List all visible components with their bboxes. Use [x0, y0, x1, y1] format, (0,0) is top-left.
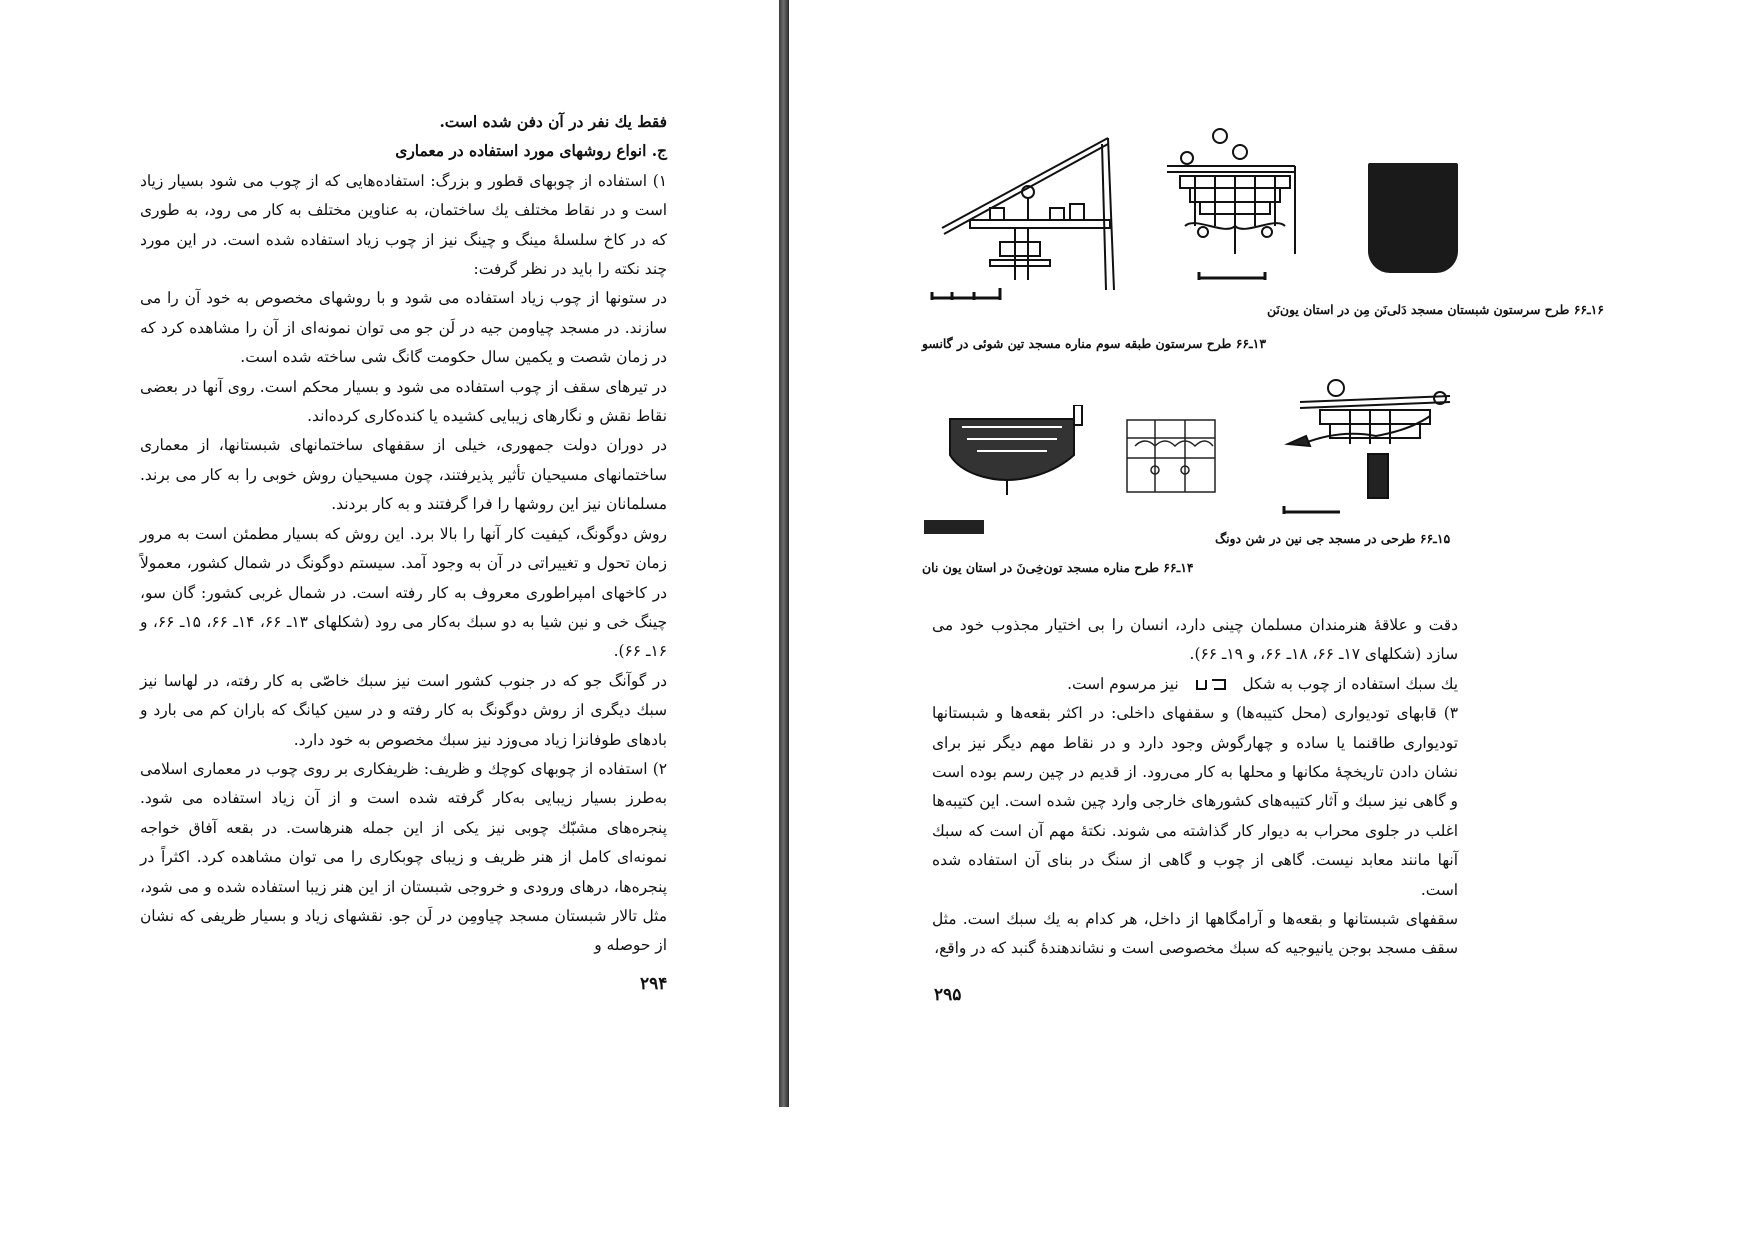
page-number: ۲۹۴ — [640, 974, 668, 994]
paragraph: ۱) استفاده از چوبهای قطور و بزرگ: استفاده‌هایی که از چوب می شود بسیار زیاد است و در نقاط مختلف يك ساختمان، به عناوین مختلف به کار می رود، به طوری که در کاخ سلسلهٔ مینگ و چینگ نیز از چوب زیاد استفاده شده است. در این مورد چند نکته را باید در نظر گرفت: — [140, 171, 667, 279]
book-spine — [779, 0, 789, 1107]
section-heading: ج. انواع روشهای مورد استفاده در معماری — [395, 142, 667, 161]
capital-photo — [1368, 163, 1458, 273]
shape-line-before: يك سبك استفاده از چوب به شكل — [1242, 674, 1458, 693]
paragraph: روش دوگونگ، کیفیت کار آنها را بالا برد. این روش که بسیار مطمئن است به مرور زمان تحول و تغییراتی در آن به وجود آمد. سیستم دوگونگ در شمال کشور، معمولاً در کاخهای امپراطوری معروف به کار رفته است. در شمال غربی کشور: گان سو، چینگ خی و نین شیا به دو سبك به‌کار می رود (شکلهای ۱۳ـ ۶۶، ۱۴ـ ۶۶، ۱۵ـ ۶۶، و ۱۶ـ ۶۶). — [140, 524, 667, 661]
bracket-shape-icon — [1194, 677, 1228, 692]
paragraph: در تیرهای سقف از چوب استفاده می شود و بسیار محکم است. روی آنها در بعضی نقاط نقش و نگارهای زیبایی کشیده یا کنده‌کاری کرده‌اند. — [140, 377, 667, 426]
lattice-elevation-drawing — [1125, 418, 1217, 498]
figure-caption-15: ۱۵ـ۶۶ طرحی در مسجد جی نین در شن دونگ — [1215, 531, 1451, 546]
shape-line-after: نیز مرسوم است. — [1067, 674, 1179, 693]
figure-caption-16: ۱۶ـ۶۶ طرح سرستون شبستان مسجد دَلی‌نَن مِن در استان یون‌نَن — [1267, 302, 1604, 317]
minaret-bracket-drawing — [922, 405, 1087, 540]
roof-bracket-drawing — [930, 130, 1125, 310]
paragraph: در گوآنگ جو که در جنوب کشور است نیز سبك خاصّی به کار رفته، در لهاسا نیز سبك دیگری از روش دوگونگ به کار رفته و در سین کیانگ که باران کم می بارد و بادهای طوفانزا زیاد می‌وزد نیز سبك مخصوص به خود دارد. — [140, 671, 667, 749]
column-capital-drawing — [1165, 126, 1305, 286]
paragraph: فقط يك نفر در آن دفن شده است. — [439, 113, 667, 131]
page-number: ۲۹۵ — [934, 985, 962, 1005]
paragraph: در دوران دولت جمهوری، خیلی از سقفهای ساختمانهای شبستانها، از معماری ساختمانهای مسیحیان تأثیر پذیرفتند، چون مسیحیان روش خوبی را به کار می برند. مسلمانان نیز این روشها را فرا گرفتند و به کار بردند. — [140, 436, 667, 514]
right-page-text — [932, 611, 1458, 964]
paragraph: دقت و علاقهٔ هنرمندان مسلمان چینی دارد، انسان را بی اختیار مجذوب خود می سازد (شکلهای ۱۷ـ ۶۶، ۱۸ـ ۶۶، و ۱۹ـ ۶۶). — [932, 616, 1458, 664]
paragraph-with-shape — [932, 670, 1458, 699]
paragraph: سقفهای شبستانها و بقعه‌ها و آرامگاهها از داخل، هر کدام به يك سبك است. مثل سقف مسجد بوجن یانیوجیه که سبك مخصوصی است و نشاندهندهٔ گنبد که در واقع، — [932, 910, 1458, 958]
paragraph: ۲) استفاده از چوبهای کوچك و ظریف: ظریفکاری بر روی چوب در معماری اسلامی به‌طرز بسیار زیبایی به‌کار گرفته شده است و از آن زیاد استفاده می شود. پنجره‌های مشبّك چوبی نیز یکی از این جمله هنرهاست. در بقعه آفاق خواجه نمونه‌ای کامل از هنر ظریف و زیبای چوبکاری را می توان مشاهده کرد. اکثراً در پنجره‌ها، درهای ورودی و خروجی شبستان از این هنر زیبا استفاده شده و می شود، مثل تالار شبستان مسجد چیاومِن در لَن جو. نقشهای زیاد و بسیار ظریفی که نشان از حوصله و — [140, 759, 667, 955]
bracket-drawing-jining — [1280, 374, 1458, 519]
paragraph: در ستونها از چوب زیاد استفاده می شود و با روشهای مخصوص به خود آن را می سازند. در مسجد چیاومن جیه در لَن جو می توان نمونه‌ای از آن را مشاهده کرد که در زمان شصت و یکمین سال حکومت گانگ شی ساخته شده است. — [140, 289, 667, 367]
figure-caption-13: ۱۳ـ۶۶ طرح سرستون طبقه سوم مناره مسجد تین شوئی در گانسو — [922, 336, 1266, 351]
paragraph: ۳) قابهای تودیواری (محل کتیبه‌ها) و سقفهای داخلی: در اکثر بقعه‌ها و شبستانها تودیواری طاقنما یا ساده و چهارگوش وجود دارد و در نقاط مهم دیگر نیز برای نشان دادن تاریخچهٔ مکانها و محلها به کار می‌رود. از قدیم در چین رسم بوده است و گاهی نیز سبك و آثار کتیبه‌های کشورهای خارجی وارد چین شده است. این کتیبه‌ها اغلب در جلوی محراب به دیوار کار گذاشته می شوند. نکتهٔ مهم آن است که سبك آنها مانند معابد نیست. گاهی از چوب و گاهی از سنگ در بنای آن استفاده شده است. — [932, 704, 1458, 899]
figure-caption-14: ۱۴ـ۶۶ طرح مناره مسجد تون‌خِی‌نَ در استان یون نان — [922, 560, 1194, 575]
left-page-text — [140, 108, 667, 961]
